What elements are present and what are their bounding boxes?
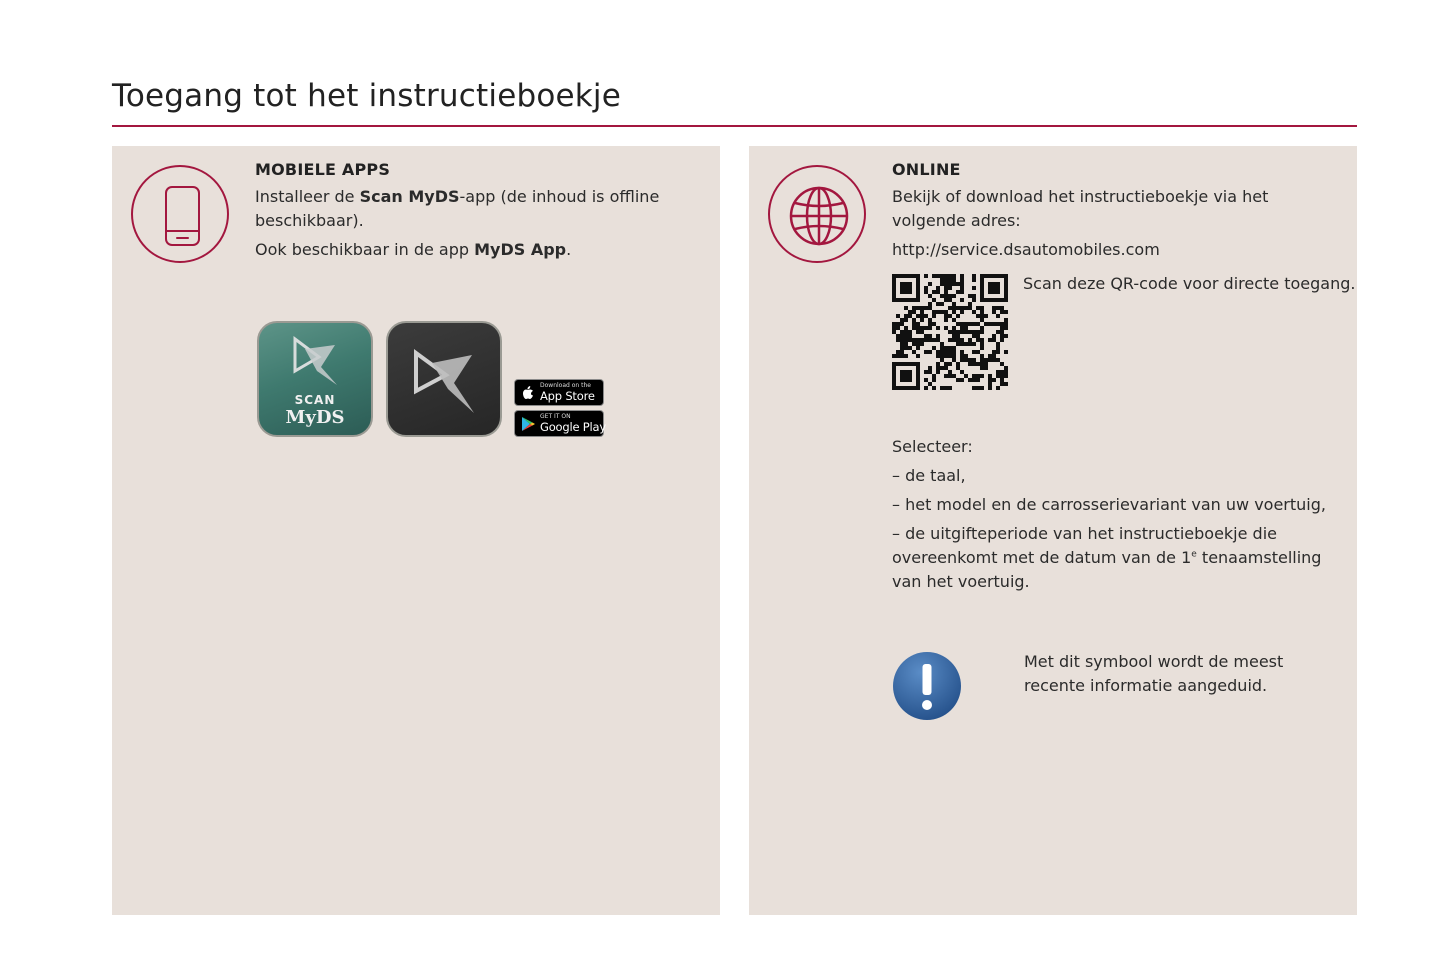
title-divider (112, 125, 1357, 127)
online-heading: ONLINE (892, 160, 961, 179)
also-text-pre: Ook beschikbaar in de app (255, 240, 475, 259)
also-text-post: . (566, 240, 572, 259)
mobile-apps-text (255, 160, 695, 267)
myds-app-icon[interactable] (386, 321, 502, 437)
scan-myds-app-icon[interactable] (257, 321, 373, 437)
also-available-text (255, 238, 695, 262)
select-label: Selecteer: (892, 437, 973, 456)
qr-row (892, 274, 1356, 404)
install-app-name: Scan MyDS (359, 187, 460, 206)
mobile-apps-heading: MOBIELE APPS (255, 160, 391, 179)
select-item-period (892, 522, 1342, 594)
period-text-post: tenaamstelling van het voertuig. (892, 548, 1322, 591)
qr-caption: Scan deze QR-code voor directe toegang. (1023, 274, 1356, 293)
google-play-label: Google Play (540, 420, 606, 434)
globe-icon (768, 165, 866, 263)
apple-icon (520, 385, 536, 401)
selection-instructions (892, 435, 1342, 599)
online-text (892, 160, 1356, 404)
scan-label-bottom: MyDS (285, 407, 345, 428)
manual-url-link[interactable]: http://service.dsautomobiles.com (892, 240, 1160, 259)
qr-code[interactable] (892, 274, 1008, 390)
info-text: Met dit symbool wordt de meest recente informatie aangeduid. (1024, 652, 1284, 695)
scan-label-top: SCAN (294, 393, 336, 407)
google-play-icon (520, 416, 536, 432)
smartphone-icon (131, 165, 229, 263)
select-item-language: – de taal, (892, 466, 966, 485)
page-title: Toegang tot het instructieboekje (112, 78, 622, 114)
install-text-pre: Installeer de (255, 187, 360, 206)
app-store-small-text: Download on the (540, 382, 591, 389)
app-store-label: App Store (540, 389, 595, 403)
install-text-post: -app (de inhoud is offline beschikbaar). (255, 187, 660, 230)
period-text-pre: – de uitgifteperiode van het instructieboekje die overeenkomt met de datum van de 1 (892, 524, 1277, 567)
also-app-name: MyDS App (474, 240, 567, 259)
select-item-model: – het model en de carrosserievariant van uw voertuig, (892, 495, 1326, 514)
google-play-small-text: GET IT ON (540, 413, 571, 420)
app-store-badge[interactable] (514, 379, 604, 406)
period-superscript: e (1191, 549, 1197, 560)
install-instruction (255, 185, 695, 233)
exclamation-icon (892, 651, 962, 721)
google-play-badge[interactable] (514, 410, 604, 437)
online-intro: Bekijk of download het instructieboekje via het volgende adres: (892, 187, 1269, 230)
online-panel (749, 146, 1357, 915)
mobile-apps-panel (112, 146, 720, 915)
